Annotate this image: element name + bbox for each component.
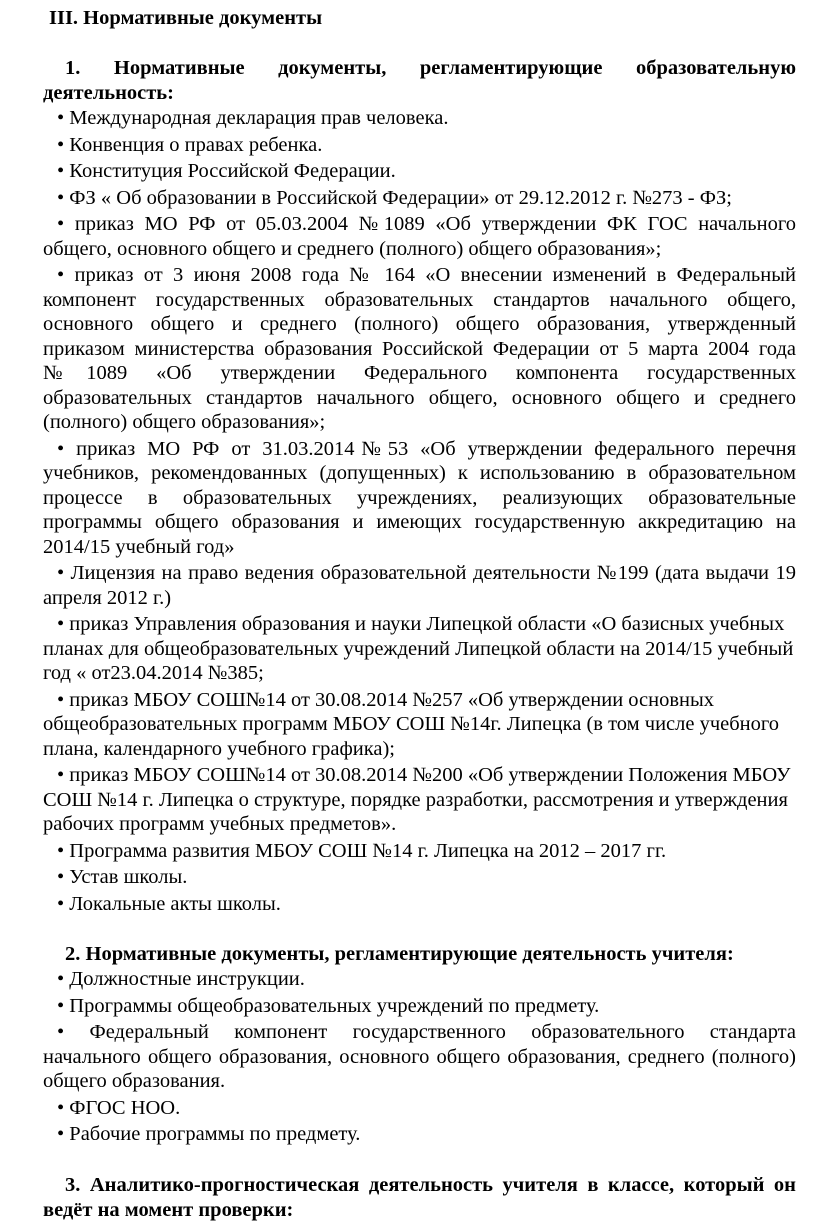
section-2-heading: 2. Нормативные документы, регламентирующие деятельность учителя: — [65, 943, 734, 965]
list-item: • приказ от 3 июня 2008 года № 164 «О внесении изменений в Федеральный компонент государственных образовательных стандартов начального общего, основного общего и среднего (полного) общего образования, утвержденный приказом министерства образования Российской Федерации от 5 марта 2004 года №1089 «Об утверждении Федерального компонента государственных образовательных стандартов начального общего, основного общего и среднего (полного) общего образования»; — [43, 264, 796, 433]
list-item: • Конвенция о правах ребенка. — [57, 133, 323, 156]
list-item: • приказ МБОУ СОШ№14 от 30.08.2014 №200 «Об утверждении Положения МБОУ СОШ №14 г. Липецка о структуре, порядке разработки, рассмотрения и утверждения рабочих программ учебных предметов». — [43, 764, 791, 835]
section-3-heading: 3. Аналитико-прогностическая деятельность учителя в классе, который он ведёт на момент проверки: — [43, 1173, 796, 1221]
list-item: • Международная декларация прав человека. — [57, 107, 449, 129]
section-1-heading: 1. Нормативные документы, регламентирующие образовательную деятельность: — [43, 57, 796, 104]
list-item: • ФГОС НОО. — [57, 1096, 181, 1119]
list-item: • приказ МО РФ от 05.03.2004 №1089 «Об утверждении ФК ГОС начального общего, основного общего и среднего (полного) общего образования»; — [43, 213, 796, 260]
list-item: • Рабочие программы по предмету. — [57, 1123, 361, 1145]
list-item: • Локальные акты школы. — [57, 892, 281, 915]
blank-line — [43, 918, 796, 942]
list-item: • Программа развития МБОУ СОШ №14 г. Липецка на 2012 – 2017 гг. — [57, 839, 667, 862]
list-item: • ФЗ « Об образовании в Российской Федерации» от 29.12.2012 г. №273 - ФЗ; — [57, 186, 732, 209]
list-item: • Устав школы. — [57, 866, 188, 888]
list-item: • приказ МО РФ от 31.03.2014№53 «Об утверждении федерального перечня учебников, рекомендованных (допущенных) к использованию в образовательном процессе в образовательных учреждениях, реализующих образовательные программы общего образования и имеющих государственную аккредитацию на 2014/15 учебный год» — [43, 437, 796, 558]
list-item: • Должностные инструкции. — [57, 968, 305, 990]
blank-line — [43, 31, 796, 56]
list-item: • Федеральный компонент государственного образовательного стандарта начального общего образования, основного общего образования, среднего (полного) общего образования. — [43, 1021, 796, 1092]
list-item: • Программы общеобразовательных учреждений по предмету. — [57, 994, 600, 1017]
list-item: • приказ МБОУ СОШ№14 от 30.08.2014 №257 «Об утверждении основных общеобразовательных программ МБОУ СОШ №14г. Липецка (в том числе учебного плана, календарного учебного графика); — [43, 688, 780, 760]
list-item: • Лицензия на право ведения образовательной деятельности №199 (дата выдачи 19 апреля 2012 г.) — [43, 562, 796, 609]
section-title: III. Нормативные документы — [49, 7, 323, 29]
list-item: • Конституция Российской Федерации. — [57, 160, 396, 182]
blank-line — [43, 1149, 796, 1173]
list-item: • приказ Управления образования и науки Липецкой области «О базисных учебных планах для общеобразовательных учреждений Липецкой области на 2014/15 учебный год « от23.04.2014 №385; — [43, 613, 794, 684]
